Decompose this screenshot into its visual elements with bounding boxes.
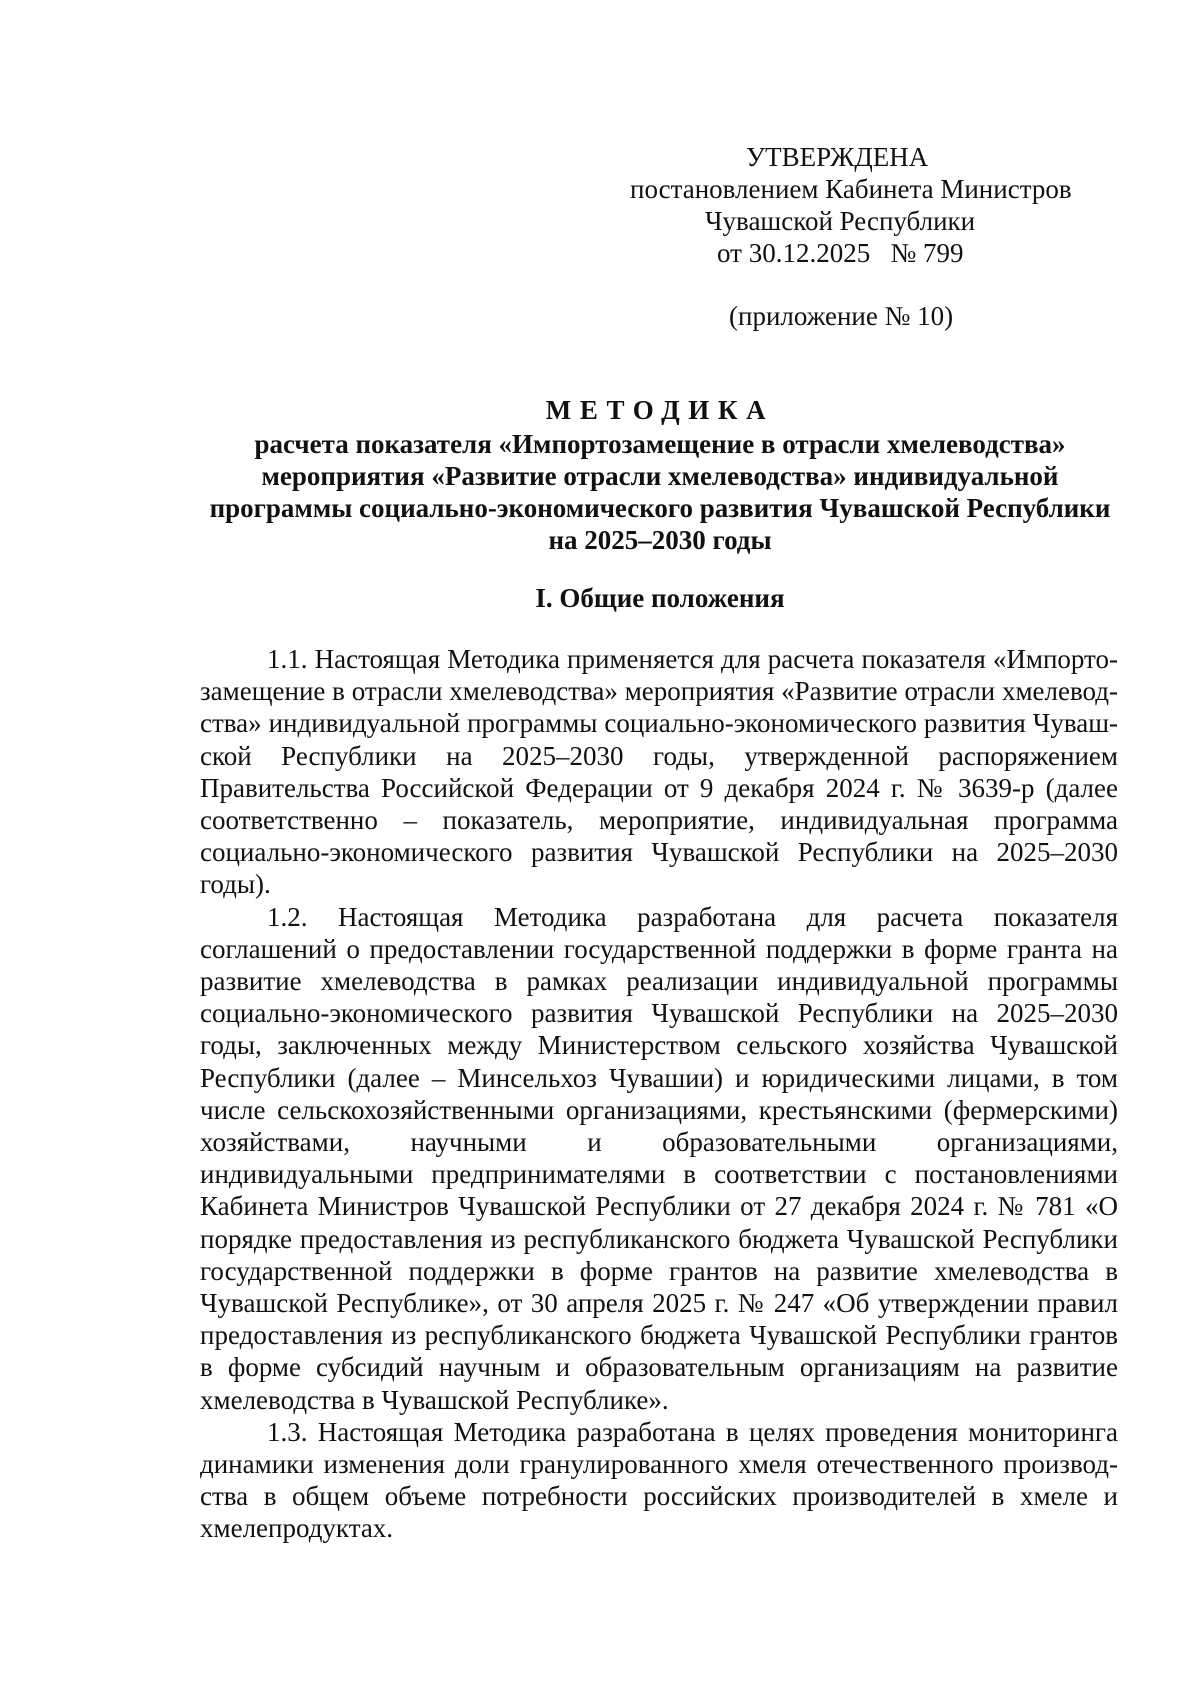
document-title: МЕТОДИКА: [545, 395, 775, 425]
approval-date-number: от 30.12.2025 № 799: [717, 238, 964, 268]
document-subtitle-line: расчета показателя «Импортозамещение в отрасли хмелеводства»: [254, 429, 1066, 459]
approval-status: УТВЕРЖДЕНА: [746, 142, 929, 172]
approval-republic: Чувашской Республики: [705, 206, 976, 236]
paragraph-1-2: 1.2. Настоящая Методика разработана для расчета показателя соглашений о предоставлении государственной поддержки в форме гранта на развитие хмелеводства в рамках реализации индивидуальной программы социально-экономического развития Чувашской Республики на 2025–2030 годы, заключенных между Министерством сельского хозяйства Чувашской Республики (далее – Минсельхоз Чувашии) и юридическими лицами, в том числе сельскохозяйственными организациями, крестьянскими (фермерскими) хозяйствами, научными и образовательными организациями, индивидуальными предпринимателями в соответствии с постановлениями Кабинета Министров Чувашской Республики от 27 декабря 2024 г. № 781 «О порядке предоставления из республиканского бюджета Чувашской Республики государственной поддержки в форме грантов на развитие хмелеводства в Чувашской Республике», от 30 апреля 2025 г. № 247 «Об утверждении правил предоставления из республиканского бюджета Чувашской Республики грантов в форме субсидий научным и образовательным организациям на развитие хмелеводства в Чувашской Республике».: [200, 901, 1118, 1415]
paragraph-1-3: 1.3. Настоящая Методика разработана в целях проведения мониторинга динамики изменения доли гранулированного хмеля отечественного производства в общем объеме потребности российских производителей в хмеле и хмелепродуктах.: [200, 1416, 1118, 1544]
document-title-block: [200, 393, 1120, 556]
approval-authority: постановлением Кабинета Министров: [630, 174, 1072, 204]
section-body: [200, 643, 1118, 1545]
section-heading: I. Общие положения: [535, 583, 785, 613]
approval-stamp-block: [600, 141, 1200, 269]
paragraph-1-1: 1.1. Настоящая Методика применяется для расчета показателя «Импортозамещение в отрасли хмелеводства» мероприятия «Развитие отрасли хмелеводства» индивидуальной программы социально-экономического развития Чувашской Республики на 2025–2030 годы, утвержденной распоряжением Правительства Российской Федерации от 9 декабря 2024 г. № 3639-р (далее соответственно – показатель, мероприятие, индивидуальная программа социально-экономического развития Чувашской Республики на 2025–2030 годы).: [200, 644, 1118, 900]
document-subtitle-line: программы социально-экономического развития Чувашской Республики: [209, 493, 1111, 523]
document-subtitle-line: мероприятия «Развитие отрасли хмелеводства» индивидуальной: [261, 461, 1059, 491]
appendix-number: (приложение № 10): [729, 301, 954, 331]
document-subtitle-line: на 2025–2030 годы: [548, 525, 772, 555]
